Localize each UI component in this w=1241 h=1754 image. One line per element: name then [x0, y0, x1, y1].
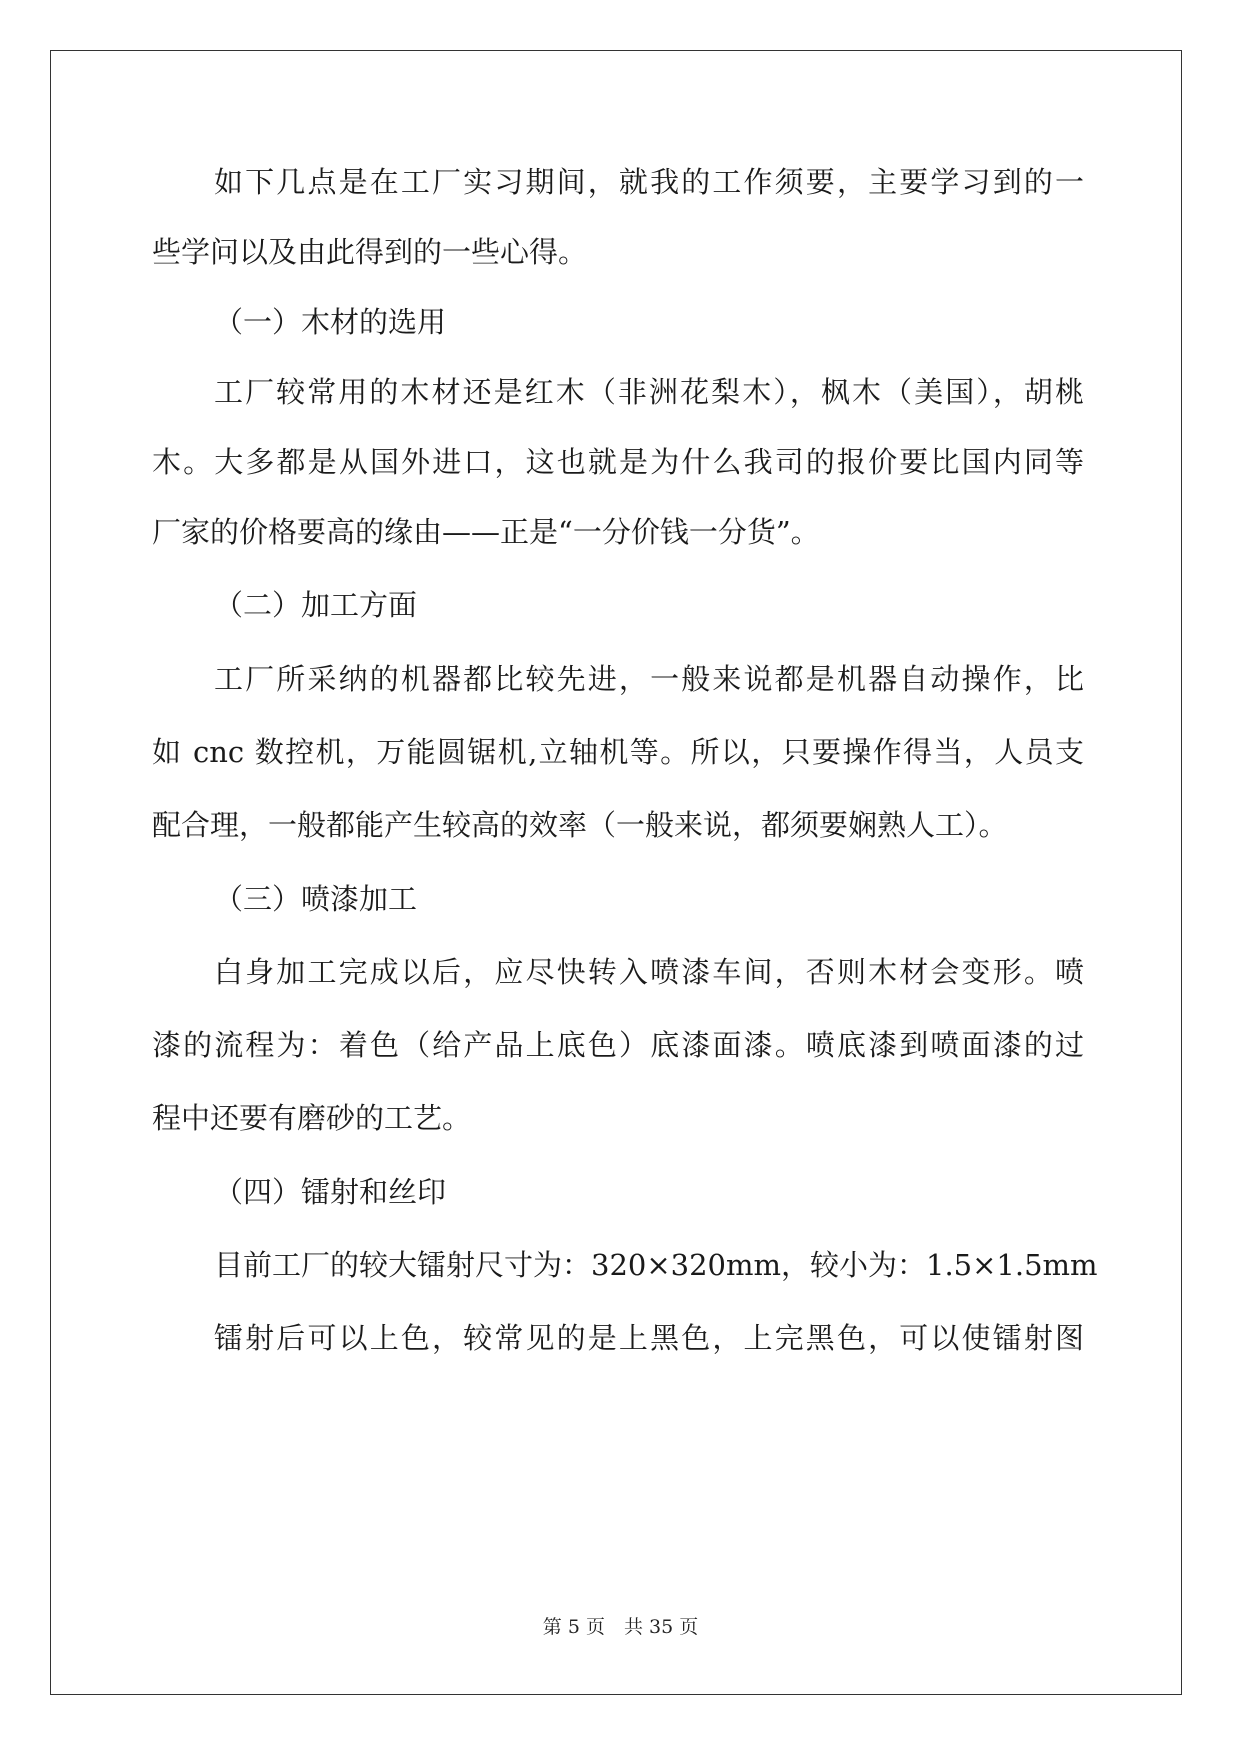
section-heading: （二）加工方面: [214, 588, 418, 622]
section-heading: （四）镭射和丝印: [214, 1175, 447, 1209]
paragraph-line: 目前工厂的较大镭射尺寸为：320×320mm，较小为：1.5×1.5mm: [214, 1248, 1098, 1282]
paragraph-line: 厂家的价格要高的缘由——正是“一分价钱一分货”。: [152, 515, 820, 549]
page-footer: [0, 1612, 1241, 1639]
paragraph-line: 木。大多都是从国外进口，这也就是为什么我司的报价要比国内同等: [152, 445, 1084, 479]
paragraph-line: 如下几点是在工厂实习期间，就我的工作须要，主要学习到的一: [214, 165, 1084, 199]
section-heading: （一）木材的选用: [214, 305, 447, 339]
paragraph-line: 程中还要有磨砂的工艺。: [152, 1101, 472, 1135]
page-number: 第 5 页 共 35 页: [542, 1616, 699, 1638]
paragraph-line: 些学问以及由此得到的一些心得。: [152, 235, 588, 269]
paragraph-line: 漆的流程为：着色（给产品上底色）底漆面漆。喷底漆到喷面漆的过: [152, 1028, 1084, 1062]
page-border: [50, 50, 1182, 1695]
paragraph-line: 工厂较常用的木材还是红木（非洲花梨木），枫木（美国），胡桃: [214, 375, 1084, 409]
paragraph-line: 如 cnc 数控机，万能圆锯机,立轴机等。所以，只要操作得当，人员支: [152, 735, 1084, 769]
paragraph-line: 工厂所采纳的机器都比较先进，一般来说都是机器自动操作，比: [214, 662, 1084, 696]
section-heading: （三）喷漆加工: [214, 882, 418, 916]
paragraph-line: 配合理，一般都能产生较高的效率（一般来说，都须要娴熟人工）。: [152, 808, 1008, 842]
paragraph-line: 镭射后可以上色，较常见的是上黑色，上完黑色，可以使镭射图: [214, 1321, 1084, 1355]
paragraph-line: 白身加工完成以后，应尽快转入喷漆车间，否则木材会变形。喷: [214, 955, 1084, 989]
